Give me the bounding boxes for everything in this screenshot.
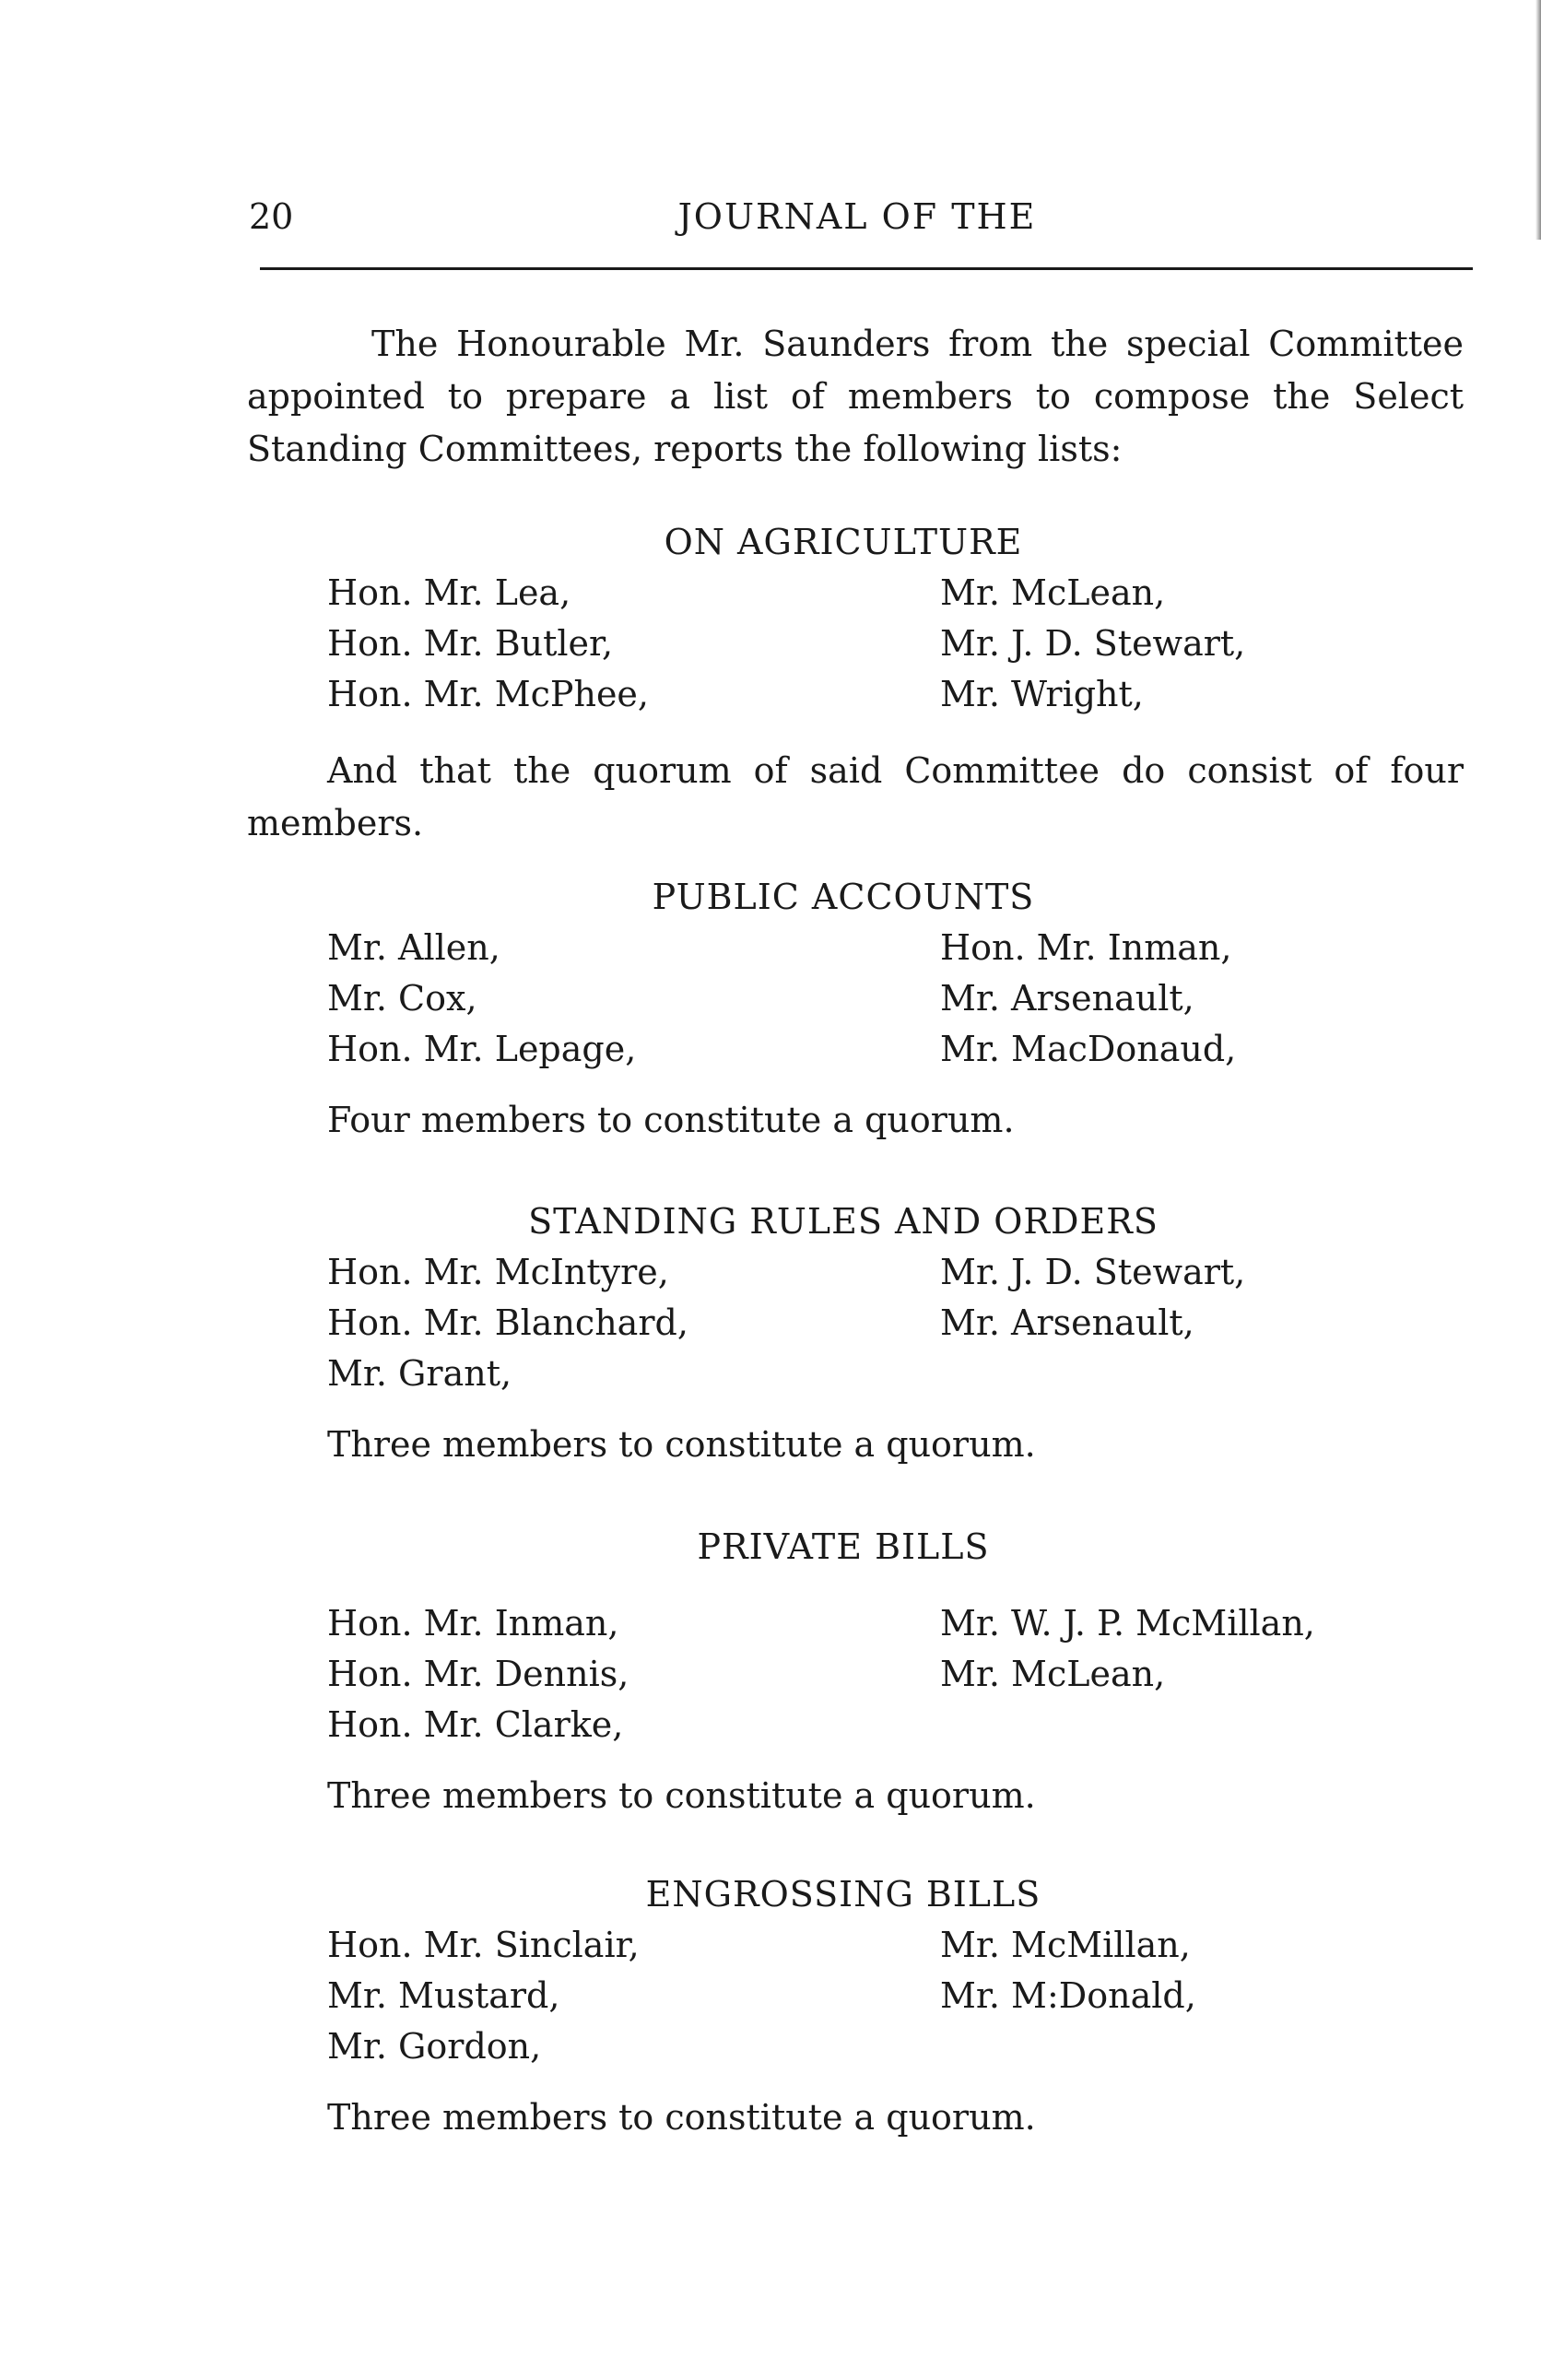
member: Mr. Allen, <box>327 927 500 968</box>
member: Mr. W. J. P. McMillan, <box>940 1603 1315 1644</box>
member-list <box>327 1247 1470 1399</box>
member: Mr. McLean, <box>940 572 1166 613</box>
member: Mr. M:Donald, <box>940 1975 1196 2016</box>
member: Hon. Mr. Dennis, <box>327 1654 629 1694</box>
member-list <box>327 1598 1470 1750</box>
page-header <box>249 196 1465 252</box>
committee-title: PUBLIC ACCOUNTS <box>652 877 1035 917</box>
member: Mr. Arsenault, <box>940 978 1194 1019</box>
member: Mr. J. D. Stewart, <box>940 1252 1246 1292</box>
member: Hon. Mr. Clarke, <box>327 1704 624 1745</box>
committee-title: STANDING RULES AND ORDERS <box>528 1201 1159 1242</box>
running-title: JOURNAL OF THE <box>677 196 1037 237</box>
quorum-statement: And that the quorum of said Committee do consist of four members. <box>247 750 1464 843</box>
member: Hon. Mr. Lea, <box>327 572 571 613</box>
quorum-statement: Four members to constitute a quorum. <box>327 1100 1015 1140</box>
member: Hon. Mr. Butler, <box>327 623 614 664</box>
member: Mr. Cox, <box>327 978 477 1019</box>
committee-private-bills <box>327 1521 1470 1821</box>
member: Hon. Mr. Blanchard, <box>327 1302 688 1343</box>
intro-paragraph: The Honourable Mr. Saunders from the special Committee appointed to prepare a list of members to compose the Select Standing Committees, reports the following lists: <box>247 324 1464 469</box>
member-list <box>327 568 1470 720</box>
member: Mr. McLean, <box>940 1654 1166 1694</box>
member-list <box>327 1920 1470 2072</box>
committee-public-accounts <box>327 871 1470 1146</box>
member: Hon. Mr. McIntyre, <box>327 1252 669 1292</box>
header-rule <box>260 267 1473 270</box>
member: Hon. Mr. McPhee, <box>327 674 649 714</box>
member: Hon. Mr. Inman, <box>327 1603 619 1644</box>
member: Mr. MacDonaud, <box>940 1029 1237 1069</box>
committee-title: PRIVATE BILLS <box>697 1526 990 1567</box>
member: Hon. Mr. Inman, <box>940 927 1232 968</box>
page-number: 20 <box>249 196 294 237</box>
quorum-statement: Three members to constitute a quorum. <box>327 1424 1036 1465</box>
member: Mr. Gordon, <box>327 2026 542 2067</box>
member: Mr. J. D. Stewart, <box>940 623 1246 664</box>
member: Mr. Mustard, <box>327 1975 560 2016</box>
committee-title: ENGROSSING BILLS <box>645 1874 1041 1915</box>
committee-standing-rules <box>327 1196 1470 1470</box>
member-list <box>327 923 1470 1075</box>
page-edge-shadow <box>1535 0 1541 240</box>
quorum-statement: Three members to constitute a quorum. <box>327 1775 1036 1816</box>
committee-engrossing-bills <box>327 1868 1470 2143</box>
member: Hon. Mr. Sinclair, <box>327 1925 640 1965</box>
member: Hon. Mr. Lepage, <box>327 1029 637 1069</box>
member: Mr. Grant, <box>327 1353 512 1394</box>
committee-agriculture <box>327 516 1470 720</box>
member: Mr. Wright, <box>940 674 1144 714</box>
member: Mr. Arsenault, <box>940 1302 1194 1343</box>
member: Mr. McMillan, <box>940 1925 1191 1965</box>
committee-title: ON AGRICULTURE <box>664 522 1023 562</box>
quorum-statement: Three members to constitute a quorum. <box>327 2097 1036 2138</box>
